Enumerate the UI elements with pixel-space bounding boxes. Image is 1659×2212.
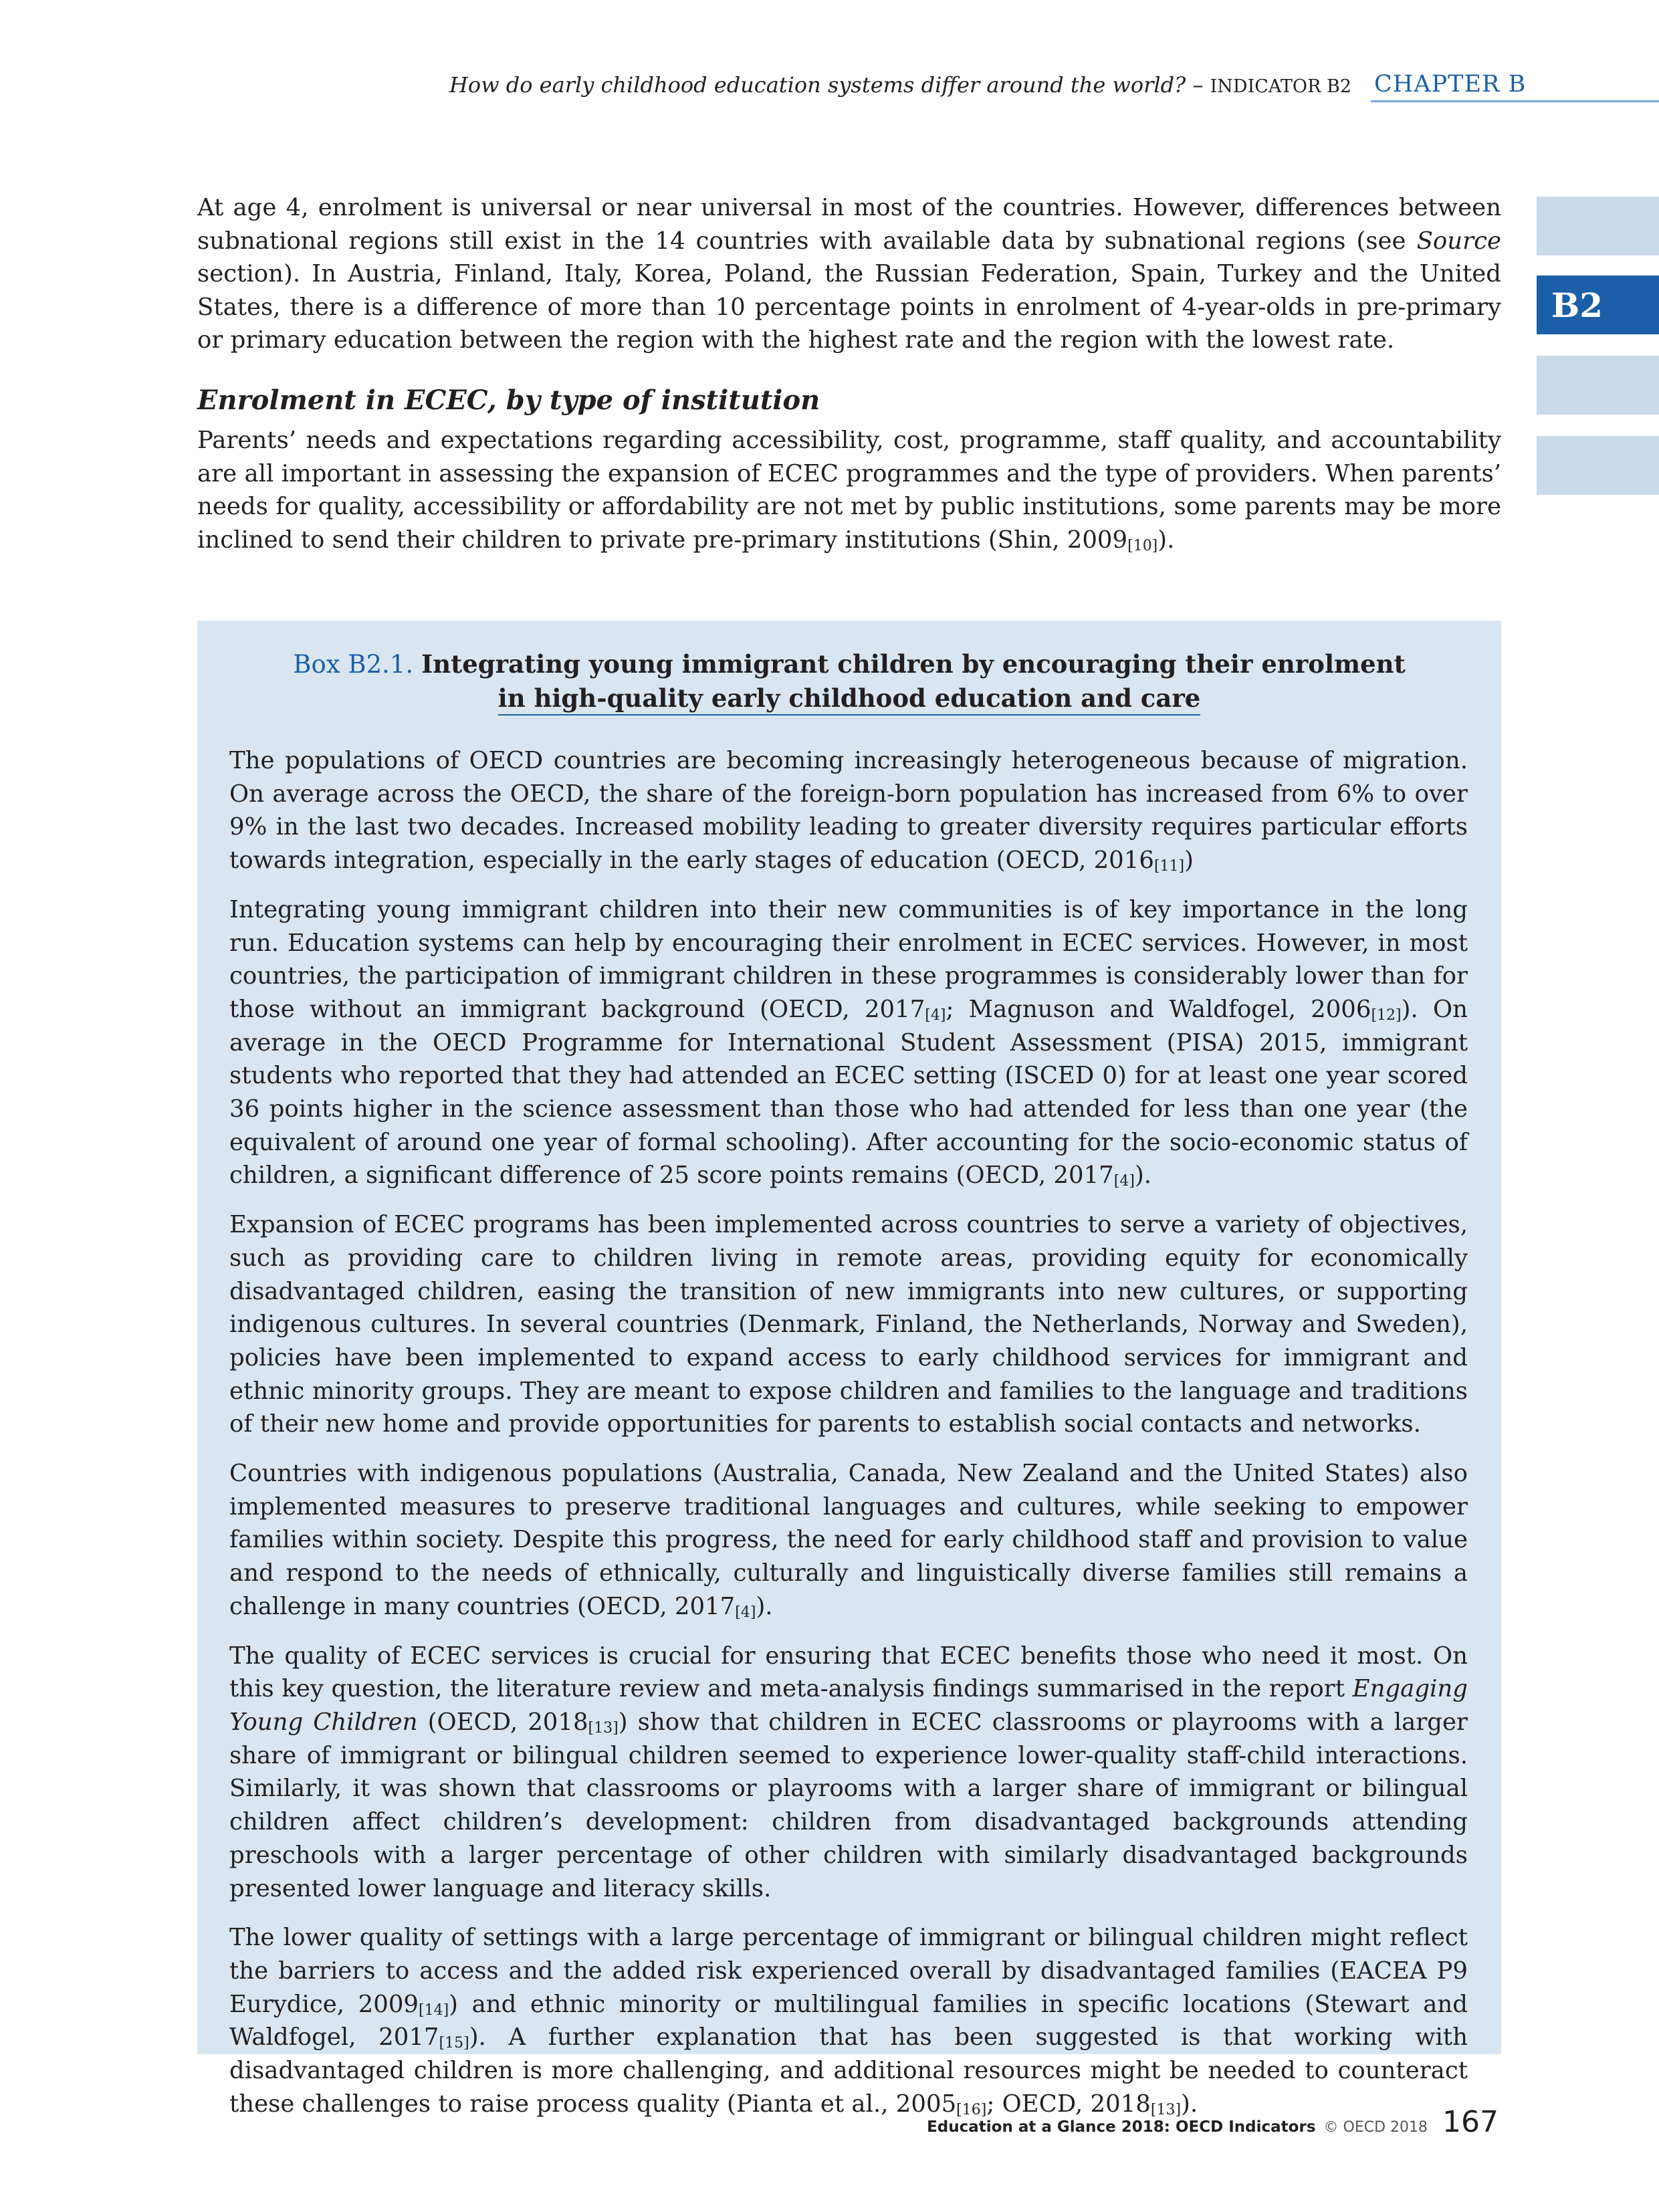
intro-paragraph: [197, 191, 1501, 357]
citation-ref: [4]: [735, 1603, 756, 1621]
intro-text-2: section). In Austria, Finland, Italy, Korea, Poland, the Russian Federation, Spain, Turkey and the United States, there is a difference of more than 10 percentage points in enrolment of 4-year-olds in pre-primary or primary education between the region with the highest rate and the region with the lowest rate.: [197, 260, 1501, 354]
citation-ref: [16]: [956, 2101, 987, 2118]
box-paragraph-6: [229, 1921, 1468, 2120]
box-p2-text-3: ). On average in the OECD Programme for International Student Assessment (PISA) 2015, immigrant students who reported that they had attended an ECEC setting (ISCED 0) for at least one year scored 36 points higher in the science assessment than those who had attended for less than one year (the equivalent of around one year of formal schooling). After accounting for the socio-economic status of children, a significant difference of 25 score points remains (OECD, 2017: [229, 995, 1468, 1190]
intro-source-emphasis: Source: [1416, 227, 1501, 255]
page-footer: [927, 2105, 1499, 2139]
box-p1-text-2: ): [1184, 847, 1194, 875]
box-label: Box B2.1.: [293, 650, 414, 679]
footer-copyright: © OECD 2018: [1323, 2119, 1428, 2136]
box-b2-1: [197, 621, 1501, 2118]
box-p5-text-3: ) show that children in ECEC classrooms or playrooms with a larger share of immigrant or bilingual children seemed to experience lower-quality staff-child interactions. Similarly, it was shown that classrooms or playrooms with a larger share of immigrant or bilingual children affect children’s development: children from disadvantaged backgrounds attending preschools with a larger percentage of other children with similarly disadvantaged backgrounds presented lower language and literacy skills.: [229, 1708, 1468, 1902]
box-p5-text-2: (OECD, 2018: [417, 1708, 588, 1736]
box-paragraph-2: [229, 893, 1468, 1192]
citation-ref: [14]: [419, 2001, 449, 2019]
box-paragraph-5: [229, 1640, 1468, 1906]
box-body: [229, 744, 1468, 2136]
box-p2-text-2: ; Magnuson and Waldfogel, 2006: [946, 995, 1371, 1023]
box-title-line1: Integrating young immigrant children by encouraging their enrolment: [421, 649, 1406, 679]
citation-ref: [11]: [1153, 858, 1185, 875]
header-indicator: INDICATOR B2: [1210, 76, 1351, 97]
citation-ref: [12]: [1371, 1006, 1402, 1024]
box-p1-text-1: The populations of OECD countries are becoming increasingly heterogeneous because of migration. On average across the OECD, the share of the foreign-born population has increased from 6% to over 9% in the last two decades. Increased mobility leading to greater diversity requires particular efforts towards integration, especially in the early stages of education (OECD, 2016: [229, 747, 1468, 875]
box-paragraph-1: [229, 744, 1468, 877]
report-title-emphasis: Engaging Young Children: [229, 1675, 1468, 1736]
section-paragraph: [197, 424, 1501, 556]
box-paragraph-4: [229, 1457, 1468, 1624]
box-title: [197, 647, 1501, 715]
citation-ref: [13]: [588, 1719, 619, 1737]
citation-ref: [4]: [925, 1006, 946, 1024]
header-title-text: How do early childhood education systems differ around the world? –: [449, 72, 1210, 98]
section-text-1: Parents’ needs and expectations regarding accessibility, cost, programme, staff quality, and accountability are all important in assessing the expansion of ECEC programmes and the type of providers. When parents’ needs for quality, accessibility or affordability are not met by public institutions, some parents may be more inclined to send their children to private pre-primary institutions (Shin, 2009: [197, 427, 1501, 554]
citation-ref: [10]: [1127, 537, 1158, 554]
citation-ref: [13]: [1150, 2101, 1182, 2118]
side-tab-lower-2: [1537, 436, 1659, 495]
header-title: [449, 72, 1351, 98]
side-tab-active: [1537, 275, 1659, 334]
footer-publication: Education at a Glance 2018: OECD Indicators: [927, 2118, 1316, 2136]
box-p6-text-1: The lower quality of settings with a large percentage of immigrant or bilingual children might reflect the barriers to access and the added risk experienced overall by disadvantaged families (EACEA P9 Eurydice, 2009: [229, 1924, 1468, 2018]
box-p6-text-5: ).: [1181, 2090, 1198, 2118]
box-p6-text-4: ; OECD, 2018: [986, 2090, 1151, 2118]
box-p4-text-2: ).: [756, 1592, 773, 1620]
header-rule: [1371, 100, 1659, 102]
section-text-2: ).: [1157, 526, 1175, 554]
page-number: 167: [1442, 2105, 1499, 2139]
box-p4-text-1: Countries with indigenous populations (Australia, Canada, New Zealand and the United States) also implemented measures to preserve traditional languages and cultures, while seeking to empower families within society. Despite this progress, the need for early childhood staff and provision to value and respond to the needs of ethnically, culturally and linguistically diverse families still remains a challenge in many countries (OECD, 2017: [229, 1460, 1468, 1620]
running-header: [0, 72, 1659, 106]
box-p2-text-4: ).: [1134, 1162, 1152, 1190]
box-p5-text-1: The quality of ECEC services is crucial for ensuring that ECEC benefits those who need it most. On this key question, the literature review and meta-analysis findings summarised in the report: [229, 1642, 1468, 1703]
side-tab-label: B2: [1551, 285, 1603, 325]
side-tab-upper: [1537, 197, 1659, 255]
citation-ref: [15]: [439, 2035, 469, 2052]
box-title-line2: in high-quality early childhood education and care: [498, 683, 1201, 715]
box-p6-text-2: ) and ethnic minority or multilingual families in specific locations (Stewart and Waldfogel, 2017: [229, 1990, 1468, 2052]
side-tab-lower-1: [1537, 356, 1659, 415]
box-p6-text-3: ). A further explanation that has been suggested is that working with disadvantaged children is more challenging, and additional resources might be needed to counteract these challenges to raise process quality (Pianta et al., 2005: [229, 2023, 1468, 2118]
box-p2-text-1: Integrating young immigrant children into their new communities is of key importance in the long run. Education systems can help by encouraging their enrolment in ECEC services. However, in most countries, the participation of immigrant children in these programmes is considerably lower than for those without an immigrant background (OECD, 2017: [229, 895, 1468, 1023]
section-heading: Enrolment in ECEC, by type of institution: [197, 384, 820, 416]
header-chapter: CHAPTER B: [1374, 71, 1527, 98]
intro-text-1: At age 4, enrolment is universal or near universal in most of the countries. However, differences between subnational regions still exist in the 14 countries with available data by subnational regions (see: [197, 194, 1501, 255]
box-paragraph-3: Expansion of ECEC programs has been implemented across countries to serve a variety of objectives, such as providing care to children living in remote areas, providing equity for economically disadvantaged children, easing the transition of new immigrants into new cultures, or supporting indigenous cultures. In several countries (Denmark, Finland, the Netherlands, Norway and Sweden), policies have been implemented to expand access to early childhood services for immigrant and ethnic minority groups. They are meant to expose children and families to the language and traditions of their new home and provide opportunities for parents to establish social contacts and networks.: [229, 1211, 1468, 1438]
citation-ref: [4]: [1113, 1173, 1135, 1190]
